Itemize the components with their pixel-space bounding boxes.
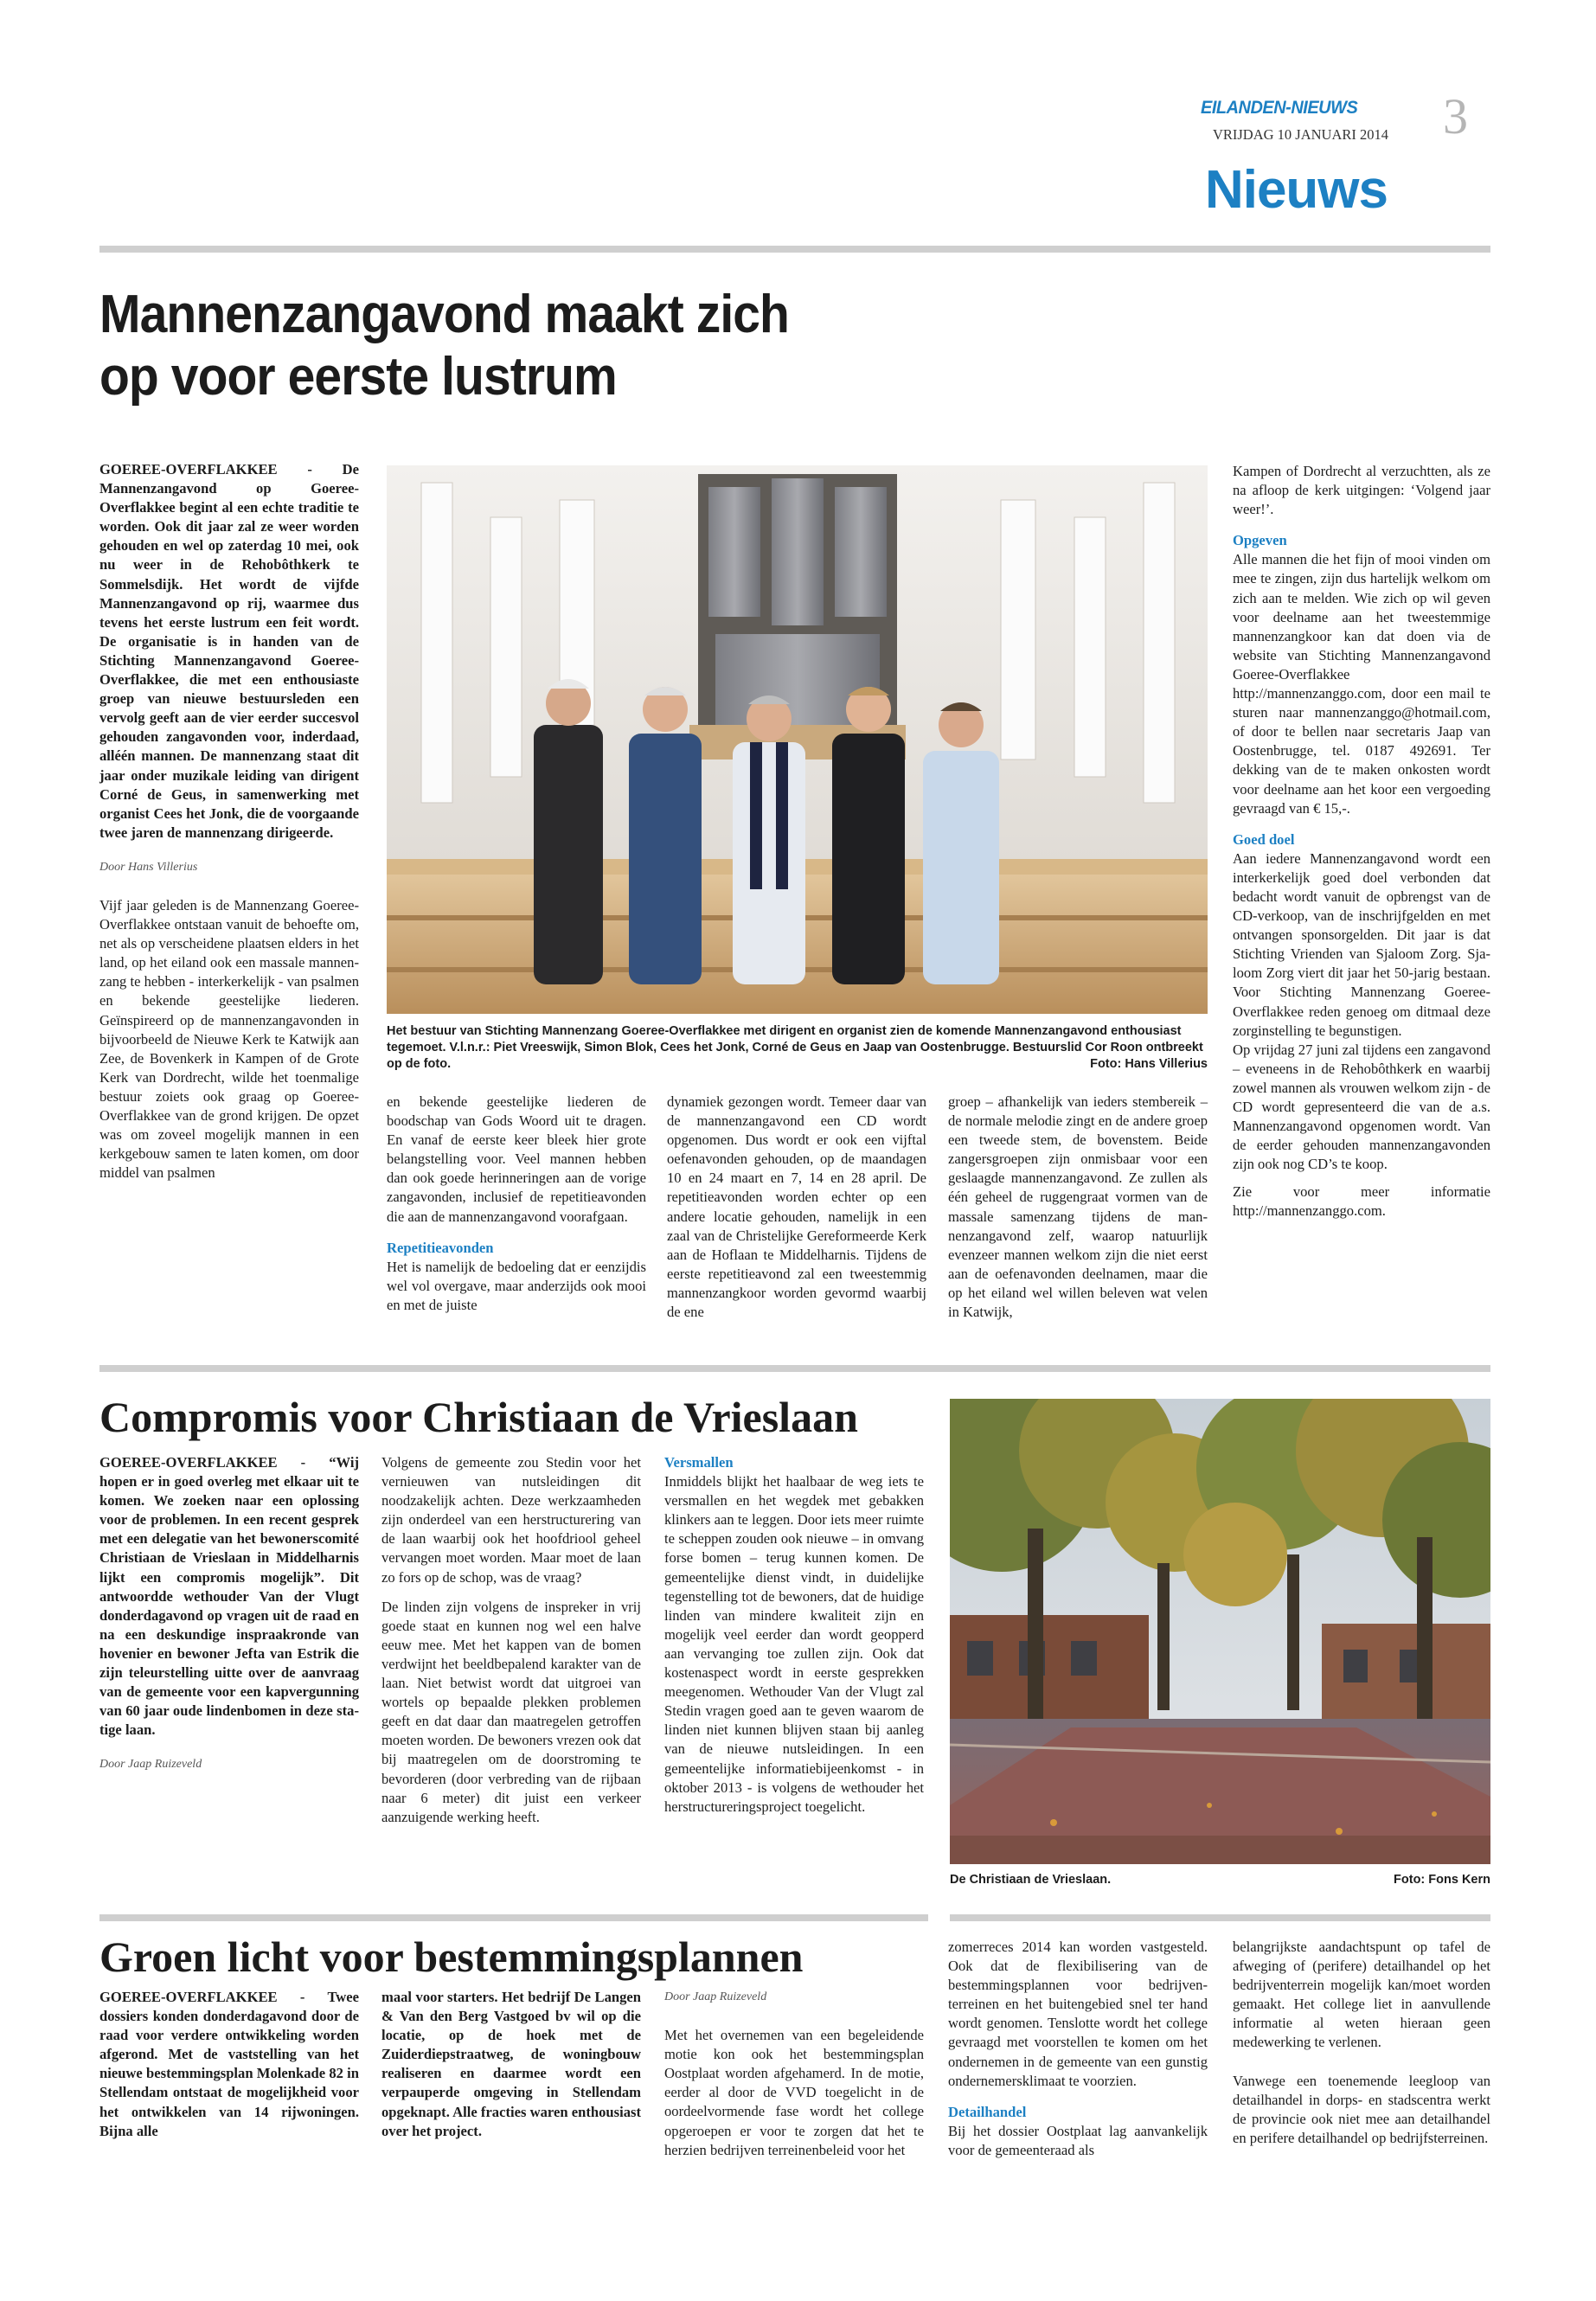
article1-subhead-opgeven: Opgeven — [1233, 532, 1287, 549]
article1-column-1 — [99, 460, 359, 1183]
article1-column-3 — [667, 1093, 926, 1322]
article3-subhead-detailhandel: Detailhandel — [948, 2103, 1027, 2120]
article2-subhead-versmallen: Versmallen — [664, 1454, 734, 1471]
section-rule-top — [99, 246, 1490, 253]
article2-photo-caption — [950, 1872, 1490, 1888]
masthead-date: VRIJDAG 10 JANUARI 2014 — [1212, 126, 1388, 143]
article1-headline-line1: Mannenzangavond maakt zich — [99, 285, 789, 344]
article1-col3-body: dynamiek gezongen wordt. Temeer daar van de mannenzangavond een CD wordt opgenomen. Dus wordt er ook een vijftal oefenavonden gehouden, op de maandagen 10 en 24 maart en 7, 14 en 28 april. De repetitieavonden worden echter op een andere locatie gehouden, namelijk in een zaal van de Christelijke Gereformeerde Kerk aan de Hoflaan te Middelharnis. Tijdens de eerste repetitieavond zal een tweestemmig mannenzangkoor worden gevormd waarbij de ene — [667, 1093, 926, 1321]
article1-col5-body2: Alle mannen die het fijn of mooi vinden om mee te zingen, zijn dus hartelijk welkom om zich aan te melden. Wie zich op wil geven voor deelname aan het tweestemmige mannenzangkoor kan dat doen via de website van Stichting Mannenzangavond Goeree-Overflakkee http://mannenzanggo.com, door een mail te sturen naar mannenzanggo@hotmail.com, of door te bellen naar secretaris Jaap van Oostenbrugge, tel. 0187 492691. Ter dekking van de te maken onkosten wordt voor deelname aan het koor een vergoeding gevraagd van € 15,-. — [1233, 551, 1490, 817]
article1-col1-body: Vijf jaar geleden is de Mannenzang Goeree-Overflakkee ontstaan vanuit de behoefte om, net als op verscheidene plaatsen elders in het land, op het eiland ook een massale mannenzang te hebben - interkerkelijk - van psalmen en bekende geestelijke liederen. Geïnspireerd op de mannenzangavonden in bijvoorbeeld de Nieuwe Kerk te Katwijk aan Zee, de Bovenkerk in Kampen of de Grote Kerk van Dordrecht, wilde het toenmalige bestuur zoiets ook graag op Goeree-Overflakkee van de grond krijgen. De opzet was om zoveel mogelijk mannen in een kerkgebouw samen te laten komen, om door middel van psalmen — [99, 896, 359, 1182]
article2-col2-body: Volgens de gemeente zou Stedin voor het vernieuwen van nutsleidingen dit noodzakelijk achten. Deze werkzaamheden zijn onderdeel van een herstructurering van de laan waarbij ook het hoofdriool geheel vervangen moet worden. Maar moet de laan zo fors op de schop, was de vraag? — [381, 1454, 641, 1586]
article1-col2-body2: Het is namelijk de bedoeling dat er eenzijdis wel vol overgave, maar anderzijds ook mooi en met de juiste — [387, 1258, 646, 1313]
article3-byline: Door Jaap Ruizeveld — [664, 1990, 767, 2003]
article1-col5-body5: Zie voor meer informatie http://mannenzanggo.com. — [1233, 1183, 1490, 1220]
article3-col3-body: Met het overnemen van een begeleidende motie kon ook het bestemmingsplan Oostplaat worden afgehamerd. In de motie, eerder al door de VVD toegelicht in de oordeelvormende fase wordt het college opgeroepen er voor te zorgen dat het te herzien bedrijven terreinenbeleid voor het — [664, 2027, 924, 2158]
article3-column-4 — [948, 1938, 1208, 2160]
article2-headline: Compromis voor Christiaan de Vrieslaan — [99, 1393, 858, 1441]
article3-col5-body2: Vanwege een toenemende leegloop van detailhandel in dorps- en stadscentra werkt de provincie ook niet mee aan detailhandel en perifere detailhandel op bedrijfsterreinen. — [1233, 2072, 1490, 2146]
article3-lead2: maal voor starters. Het bedrijf De Langen & Van den Berg Vastgoed bv wil op die locatie, op de hoek met de Zuiderdiepstraatweg, de woningbouw realiseren en daarmee wordt een verpauperde omgeving in Stellendam opgeknapt. Alle fracties waren enthousiast over het project. — [381, 1989, 641, 2139]
divider-rule-2 — [99, 1914, 928, 1921]
article2-lead: GOEREE-OVERFLAKKEE - “Wij hopen er in goed overleg met elkaar uit te komen. We zoeken naar een oplossing voor de problemen. In een recent gesprek met een delegatie van het bewonerscomité Christiaan de Vrieslaan in Middelharnis lijkt een compromis mogelijk”. Dit antwoordde wethouder Van der Vlugt donderdagavond op vragen uit de raad en na een deskundige inspraakronde van hovenier en bewoner Jefta van Estrik die zijn teleurstelling uitte over de aanvraag van de gemeente voor een kapvergunning van 60 jaar oude lindenbomen in deze statige laan. — [99, 1454, 359, 1739]
article1-col4-body: groep – afhankelijk van ieders stembereik – de normale melodie zingt en de andere groep een tweede stem, de bovenstem. Beide zangersgroepen zijn onmisbaar voor een geslaagde mannenzangavond. Ze zullen als één geheel de ruggengraat vormen van de massale samenzang tijdens de mannenzangavond zelf, waarop natuurlijk evenzeer mannen welkom zijn die niet eerst aan de oefenavonden deelnamen, maar die op het eiland wel willen beleven wat velen in Katwijk, — [948, 1093, 1208, 1321]
article2-caption-text: De Christiaan de Vrieslaan. — [950, 1873, 1112, 1887]
article1-col5-body3: Aan iedere Mannenzangavond wordt een interkerkelijk goed doel verbonden dat bedacht wordt vanuit de opbrengst van de CD-verkoop, van de inschrijfgelden en met ontvangen sponsorgelden. Dit jaar is dat Stichting Vrienden van Sjaloom Zorg. Sjaloom Zorg viert dit jaar het 50-jarig bestaan. Voor Stichting Mannenzang Goeree-Overflakkee reden genoeg om ditmaal deze zorginstelling te begunstigen. — [1233, 849, 1490, 1039]
article3-lead: GOEREE-OVERFLAKKEE - Twee dossiers konden donderdagavond door de raad voor verdere ontwikkeling worden afgerond. Met de vaststelling van het nieuwe bestemmingsplan Molenkade 82 in Stellendam ontstaat de mogelijkheid voor het ontwikkelen van 14 rijwoningen. Bijna alle — [99, 1989, 359, 2139]
article2-byline: Door Jaap Ruizeveld — [99, 1758, 202, 1772]
article2-column-2 — [381, 1453, 641, 1827]
article1-headline-line2: op voor eerste lustrum — [99, 347, 617, 407]
article2-column-1 — [99, 1453, 359, 1794]
article1-column-2 — [387, 1093, 646, 1315]
article3-column-3 — [664, 1988, 924, 2160]
article1-column-5 — [1233, 462, 1490, 1221]
church-organ-photo — [387, 465, 1208, 1014]
article1-col5-body: Kampen of Dordrecht al verzuchtten, als ze na afloop de kerk uitgingen: ‘Volgend jaar weer!’. — [1233, 463, 1490, 518]
article3-headline: Groen licht voor bestemmingsplannen — [99, 1932, 804, 1981]
article3-column-5 — [1233, 1938, 1490, 2148]
masthead-logo: EILANDEN-NIEUWS — [1201, 98, 1358, 118]
article2-col3-body: Inmiddels blijkt het haalbaar de weg iets te versmallen en het wegdek met gebakken klinkers aan te leggen. Door iets meer ruimte te scheppen zouden ook nieuwe – in omvang forse bomen – terug kunnen komen. De gemeentelijke dienst vindt, in duidelijke tegenstelling tot de bewoners, dat de huidige linden van mindere kwaliteit zijn en mogelijk veel eerder dan wordt geopperd aan vervanging toe zullen zijn. Ook dat kostenaspect wordt in eerste gesprekken meegenomen. Wethouder Van der Vlugt zal Stedin vragen goed aan te geven waarom de linden niet kunnen blijven staan bij aanleg van de nieuwe nutsleidingen. In een gemeentelijke informatiebijeenkomst - in oktober 2013 - is volgens de wethouder het herstructureringsproject toegelicht. — [664, 1473, 924, 1815]
article3-column-2 — [381, 1988, 641, 2141]
article1-photo-credit: Foto: Hans Villerius — [1090, 1057, 1208, 1071]
article2-photo — [950, 1399, 1490, 1864]
article1-byline: Door Hans Villerius — [99, 860, 198, 874]
street-trees-photo — [950, 1399, 1490, 1864]
article1-subhead-goed-doel: Goed doel — [1233, 830, 1295, 848]
article1-photo-caption — [387, 1023, 1208, 1073]
article1-caption-text: Het bestuur van Stichting Mannenzang Goeree-Overflakkee met dirigent en organist zien de komende Mannenzangavond enthousiast tegemoet. V.l.n.r.: Piet Vreeswijk, Simon Blok, Cees het Jonk, Corné de Geus en Jaap van Oostenbrugge. Bestuurslid Cor Roon ontbreekt op de foto. — [387, 1024, 1203, 1071]
article1-lead: GOEREE-OVERFLAKKEE - De Mannenzangavond op Goeree-Overflakkee begint al een echte traditie te worden. Ook dit jaar zal ze weer worden gehouden en wel op zaterdag 10 mei, ook nu weer in de Rehobôthkerk te Sommelsdijk. Het wordt de vijfde Mannenzangavond op rij, waarmee dus tevens het eerste lustrum een feit wordt. De organisatie is in handen van de Stichting Mannenzangavond Goeree-Overflakkee, die met een enthousiaste groep van nieuwe bestuursleden een vervolg geeft aan de vier eerder succesvol gehouden zangavonden voor, inderdaad, alléén mannen. De mannenzang staat dit jaar onder muzikale leiding van dirigent Corné de Geus, in samenwerking met organist Cees het Jonk, die de voorgaande twee jaren de mannenzang dirigeerde. — [99, 461, 359, 841]
divider-rule-2b — [950, 1914, 1490, 1921]
section-title: Nieuws — [1204, 160, 1388, 220]
article1-col5-body4: Op vrijdag 27 juni zal tijdens een zangavond – eveneens in de Rehobôthkerk en waarbij zowel mannen als vrouwen welkom zijn - de CD wordt gepresenteerd die van de a.s. Mannenzangavond opgenomen wordt. Van de eerder gehouden mannenzangavonden zijn ook nog CD’s te koop. — [1233, 1041, 1490, 1173]
article1-subhead-repetitieavonden: Repetitieavonden — [387, 1239, 494, 1256]
article2-column-3 — [664, 1453, 924, 1817]
article2-col2-body2: De linden zijn volgens de insprekеr in vrij goede staat en kunnen nog wel een halve eeuw mee. Met het kappen van de bomen verdwijnt het beeldbepalend karakter van de laan. Niet betwist wordt dat uitgroei van wortels op bepaalde plekken problemen geeft en dat daar dan maatregelen getroffen moeten worden. De bewoners vrezen ook dat bij maatregelen om de doorstroming te bevorderen (door verbreding van de rijbaan naar 6 meter) dit juist een verkeer aanzuigende werking heeft. — [381, 1598, 641, 1825]
article3-column-1 — [99, 1988, 359, 2141]
article3-col4-body2: Bij het dossier Oostplaat lag aanvankelijk voor de gemeenteraad als — [948, 2122, 1208, 2158]
article1-photo — [387, 465, 1208, 1014]
article2-photo-credit: Foto: Fons Kern — [1394, 1873, 1490, 1887]
article3-col5-body: belangrijkste aandachtspunt op tafel de afweging of (perifere) detailhandel op het bedrijventerrein mogelijk kan/moet worden gemaakt. Het college liet in aanvullende informatie al weten hieraan geen medewerking te verlenen. — [1233, 1939, 1490, 2051]
article1-column-4 — [948, 1093, 1208, 1322]
divider-rule-1 — [99, 1365, 1490, 1372]
article1-col2-body: en bekende geestelijke liederen de boodschap van Gods Woord uit te dragen. En vanaf de eerste keer bleek hier grote belangstelling voor. Veel mannen hebben dan ook goede herinneringen aan de vorige zangavonden, inclusief de repetitieavonden die aan de mannenzangavond voorafgaan. — [387, 1093, 646, 1225]
article3-col4-body: zomerreces 2014 kan worden vastgesteld. Ook dat de flexibilisering van de bestemmingsplannen voor bedrijventerreinen en het buitengebied snel ter hand wordt genomen. Tenslotte wordt het college gevraagd met voorstellen te komen om het ondernemen in de gemeente van een gunstig ondernemersklimaat te voorzien. — [948, 1939, 1208, 2089]
page-number: 3 — [1443, 88, 1468, 144]
